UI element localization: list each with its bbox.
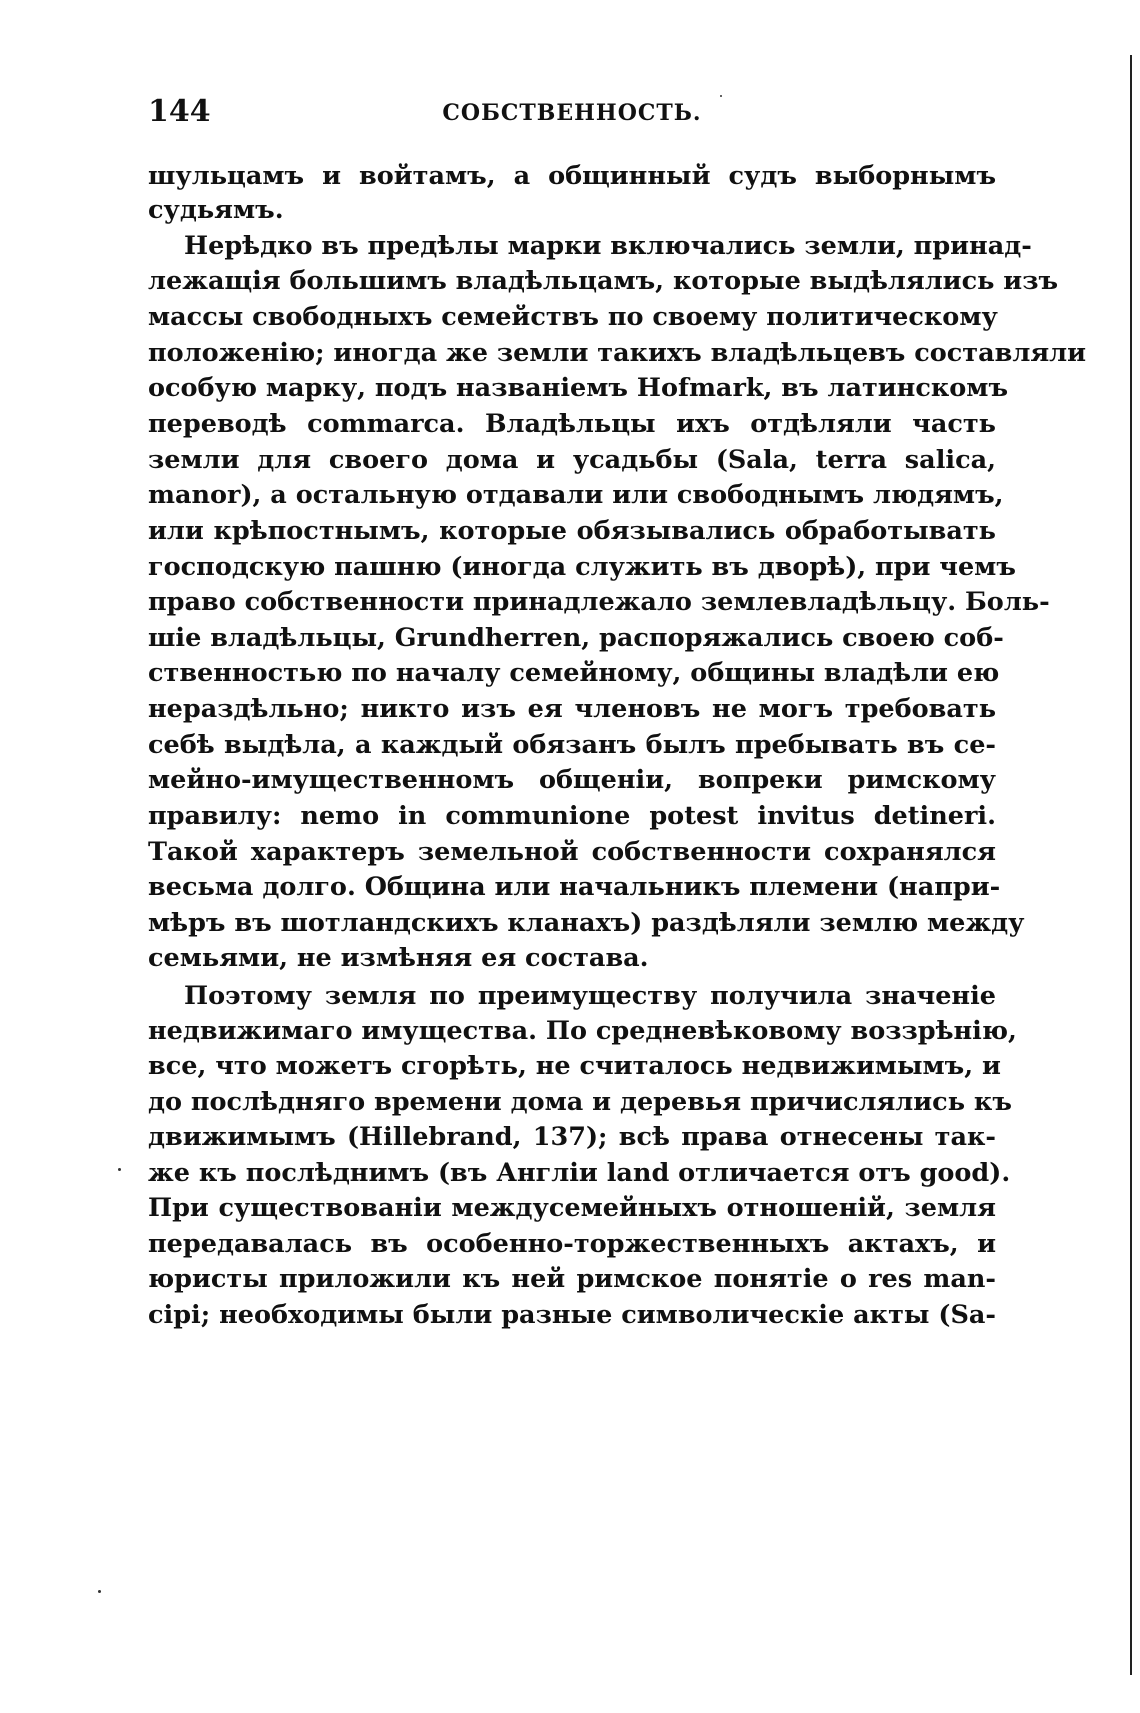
text-line: cipi; необходимы были разные символическіе акты (Sa- — [148, 1300, 996, 1330]
text-line: недвижимаго имущества. По средневѣковому воззрѣнію, — [148, 1016, 1017, 1046]
running-title: СОБСТВЕННОСТЬ. — [442, 100, 702, 126]
ink-speck — [118, 1168, 121, 1171]
text-line: земли для своего дома и усадьбы (Sala, terra salica, — [148, 445, 996, 475]
running-head — [148, 94, 996, 134]
ink-speck — [720, 95, 722, 97]
text-line: массы свободныхъ семействъ по своему политическому — [148, 302, 998, 332]
text-line: manor), а остальную отдавали или свободнымъ людямъ, — [148, 480, 1004, 510]
text-line: право собственности принадлежало землевладѣльцу. Боль- — [148, 587, 1050, 617]
text-line: шульцамъ и войтамъ, а общинный судъ выборнымъ — [148, 161, 996, 191]
text-line: весьма долго. Община или начальникъ племени (напри- — [148, 872, 1001, 902]
text-line: шіе владѣльцы, Grundherren, распоряжались своею соб- — [148, 623, 1004, 653]
text-line: Такой характеръ земельной собственности сохранялся — [148, 837, 996, 867]
text-line: или крѣпостнымъ, которые обязывались обработывать — [148, 516, 996, 546]
text-line: судьямъ. — [148, 195, 284, 225]
text-line: юристы приложили къ ней римское понятіе о res man- — [148, 1264, 996, 1294]
text-line: до послѣдняго времени дома и деревья причислялись къ — [148, 1087, 1012, 1117]
text-line: лежащія большимъ владѣльцамъ, которые выдѣлялись изъ — [148, 266, 1059, 296]
text-line: себѣ выдѣла, а каждый обязанъ былъ пребывать въ се- — [148, 730, 996, 760]
text-line: Нерѣдко въ предѣлы марки включались земли, принад- — [184, 231, 1032, 261]
text-line: особую марку, подъ названіемъ Hofmark, въ латинскомъ — [148, 373, 1009, 403]
text-line: передавалась въ особенно-торжественныхъ актахъ, и — [148, 1229, 996, 1259]
text-line: При существованіи междусемейныхъ отношеній, земля — [148, 1193, 996, 1223]
page-number: 144 — [148, 94, 211, 129]
text-line: мѣръ въ шотландскихъ кланахъ) раздѣляли землю между — [148, 908, 1025, 938]
text-line: положенію; иногда же земли такихъ владѣльцевъ составляли — [148, 338, 1087, 368]
text-line: движимымъ (Hillebrand, 137); всѣ права отнесены так- — [148, 1122, 996, 1152]
text-line: все, что можетъ сгорѣть, не считалось недвижимымъ, и — [148, 1051, 1001, 1081]
text-line: господскую пашню (иногда служить въ дворѣ), при чемъ — [148, 552, 1016, 582]
text-line: же къ послѣднимъ (въ Англіи land отличается отъ good). — [148, 1158, 1011, 1188]
text-line: семьями, не измѣняя ея состава. — [148, 943, 649, 973]
ink-speck — [98, 1590, 101, 1593]
text-line: правилу: nemo in communione potest invitus detineri. — [148, 801, 996, 831]
text-line: Поэтому земля по преимуществу получила значеніе — [184, 981, 996, 1011]
text-line: мейно-имущественномъ общеніи, вопреки римскому — [148, 765, 996, 795]
text-line: переводѣ commarca. Владѣльцы ихъ отдѣляли часть — [148, 409, 996, 439]
page-edge-line — [1130, 55, 1132, 1675]
text-line: нераздѣльно; никто изъ ея членовъ не могъ требовать — [148, 694, 996, 724]
text-line: ственностью по началу семейному, общины владѣли ею — [148, 658, 1000, 688]
